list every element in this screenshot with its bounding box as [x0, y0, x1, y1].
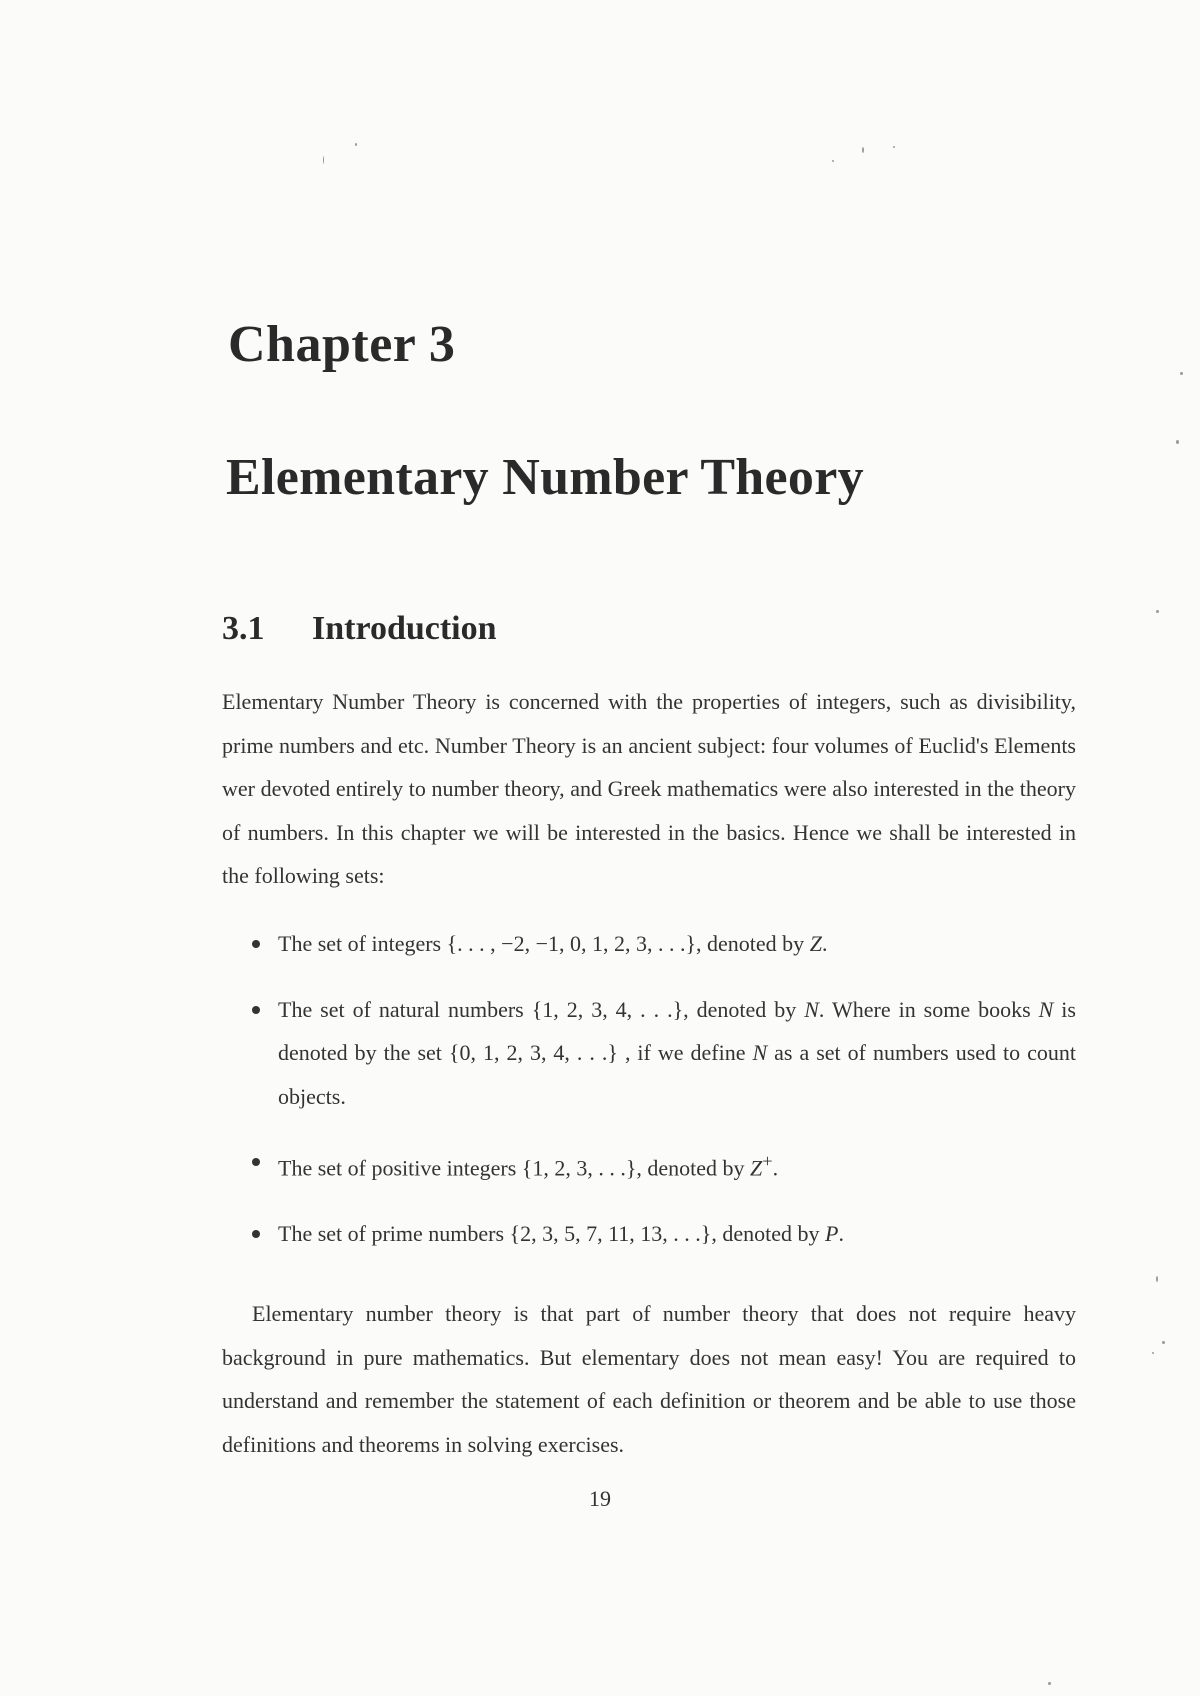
scan-speck	[1180, 372, 1183, 375]
set-symbol: Z	[750, 1155, 763, 1181]
scan-speck	[1156, 610, 1159, 613]
scan-speck	[355, 143, 357, 146]
bullet-dot-icon	[252, 940, 260, 948]
bullet-text-tail: .	[821, 931, 828, 956]
bullet-text: The set of positive integers {1, 2, 3, . . .}, denoted by	[278, 1155, 751, 1181]
intro-paragraph: Elementary Number Theory is concerned with the properties of integers, such as divisibility, prime numbers and etc. Number Theory is an ancient subject: four volumes of Euclid's Elements wer devoted entirely to number theory, and Greek mathematics were also interested in the theory of numbers. In this chapter we will be interested in the basics. Hence we shall be interested in the following sets:	[222, 689, 1076, 888]
bullet-text-tail: as a set of numbers used to count objects.	[278, 1040, 1077, 1109]
page-number: 19	[589, 1486, 611, 1511]
bullet-text-tail: .	[838, 1220, 844, 1246]
set-symbol: P	[825, 1220, 839, 1246]
set-symbol: Z	[809, 931, 822, 956]
scan-speck	[1152, 1352, 1154, 1354]
chapter-label: Chapter 3	[228, 316, 456, 373]
scan-speck	[832, 160, 834, 162]
bullet-text-tail: .	[772, 1155, 779, 1181]
section-heading	[222, 610, 497, 648]
section-number: 3.1	[222, 610, 265, 647]
bullet-text-tail: is denoted by the set {0, 1, 2, 3, 4, . . .} , if we define	[278, 996, 1076, 1065]
scan-speck	[1176, 440, 1179, 444]
scan-speck	[1156, 1276, 1158, 1282]
superscript-plus: +	[762, 1151, 773, 1171]
bullet-text-tail: . Where in some books	[818, 996, 1039, 1022]
list-item-prime-numbers	[250, 1212, 1076, 1256]
chapter-title: Elementary Number Theory	[226, 449, 864, 506]
list-item-natural-numbers	[250, 988, 1076, 1119]
set-symbol: N	[1038, 996, 1054, 1022]
scan-speck	[893, 146, 895, 148]
section-title: Introduction	[312, 610, 497, 647]
bullet-dot-icon	[252, 1006, 260, 1014]
list-item-integers	[250, 922, 1076, 966]
bullet-text: The set of natural numbers {1, 2, 3, 4, . . .}, denoted by	[278, 996, 805, 1022]
list-item-positive-integers	[250, 1140, 1076, 1190]
scan-speck	[1162, 1341, 1165, 1344]
bullet-dot-icon	[252, 1230, 260, 1238]
bullet-text: The set of integers {. . . , −2, −1, 0, 1, 2, 3, . . .}, denoted by	[278, 931, 810, 956]
bullet-dot-icon	[252, 1158, 260, 1166]
scan-speck	[862, 147, 864, 153]
scan-speck	[323, 156, 324, 164]
scan-speck	[1048, 1682, 1051, 1685]
set-definitions-list	[250, 922, 1076, 1255]
bullet-text: The set of prime numbers {2, 3, 5, 7, 11, 13, . . .}, denoted by	[278, 1220, 825, 1246]
closing-paragraph: Elementary number theory is that part of number theory that does not require heavy background in pure mathematics. But elementary does not mean easy! You are required to understand and remember the statement of each definition or theorem and be able to use those definitions and theorems in solving exercises.	[222, 1301, 1076, 1457]
set-symbol: N	[804, 996, 819, 1022]
set-symbol: N	[752, 1040, 768, 1065]
